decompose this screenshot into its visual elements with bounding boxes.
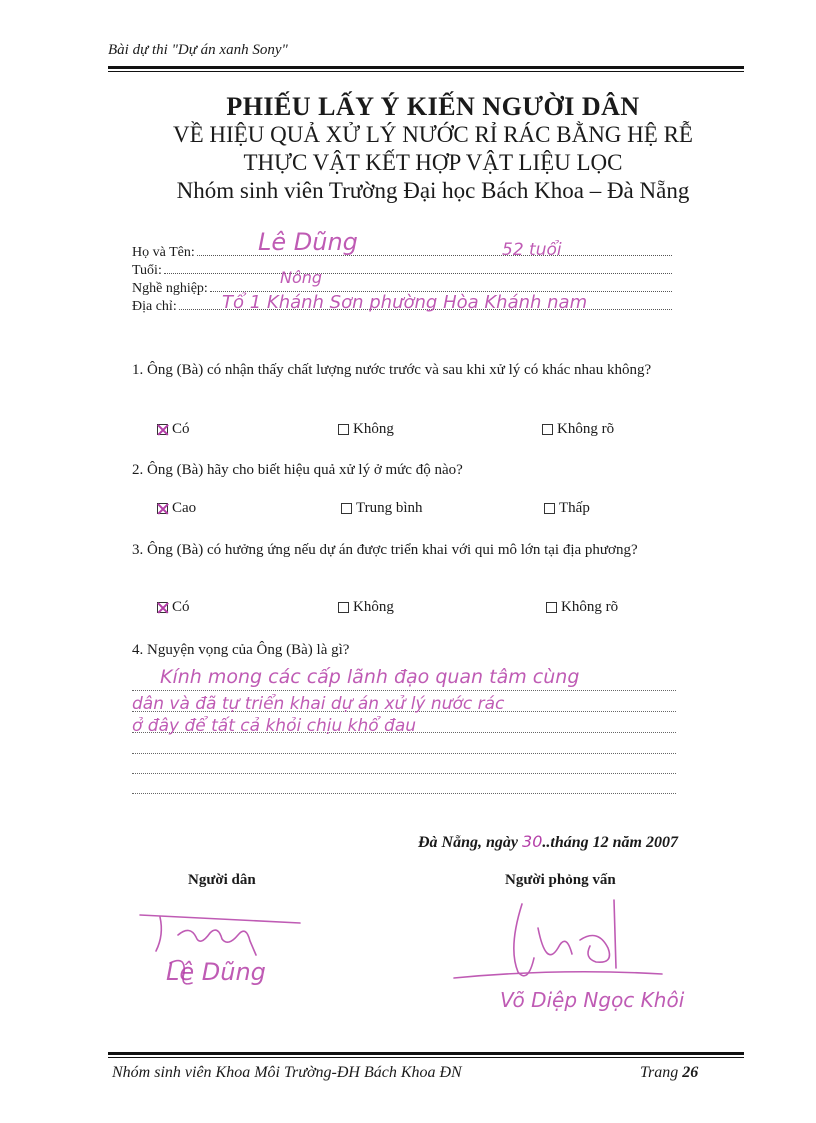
question-4: 4. Nguyện vọng của Ông (Bà) là gì? xyxy=(132,642,350,658)
address-label: Địa chỉ: xyxy=(132,299,177,314)
q1-option-1[interactable]: Có xyxy=(157,421,190,438)
q2-option-3[interactable]: Thấp xyxy=(544,500,590,517)
answer-line xyxy=(132,773,676,774)
question-1: 1. Ông (Bà) có nhận thấy chất lượng nước trước và sau khi xử lý có khác nhau không? xyxy=(132,362,652,378)
checkbox-icon[interactable] xyxy=(338,602,349,613)
name-label: Họ và Tên: xyxy=(132,245,195,260)
name-handwritten: Lê Dũng xyxy=(258,228,358,256)
q1-option-2[interactable]: Không xyxy=(338,421,394,438)
form-title: PHIẾU LẤY Ý KIẾN NGƯỜI DÂN xyxy=(226,92,640,121)
answer-handwritten-line-1: Kính mong các cấp lãnh đạo quan tâm cùng xyxy=(160,666,580,688)
date-day-handwritten: 30 xyxy=(522,832,543,851)
checkbox-checked-icon[interactable] xyxy=(157,602,168,613)
answer-handwritten-line-3: ở đây để tất cả khỏi chịu khổ đau xyxy=(132,716,417,736)
age-field xyxy=(132,262,672,279)
form-subtitle-1: VỀ HIỆU QUẢ XỬ LÝ NƯỚC RỈ RÁC BẰNG HỆ RỄ xyxy=(173,122,693,147)
age-label: Tuổi: xyxy=(132,263,162,278)
citizen-label: Người dân xyxy=(188,872,256,888)
form-subtitle-2: THỰC VẬT KẾT HỢP VẬT LIỆU LỌC xyxy=(243,150,623,175)
form-subtitle-3: Nhóm sinh viên Trường Đại học Bách Khoa – Đà Nẵng xyxy=(176,178,690,203)
page-number: Trang 26 xyxy=(640,1064,699,1081)
date-line: Đà Nẵng, ngày 30..tháng 12 năm 2007 xyxy=(418,832,678,851)
answer-line xyxy=(132,753,676,754)
checkbox-icon[interactable] xyxy=(338,424,349,435)
footer-rule-thin xyxy=(108,1057,744,1058)
interviewer-printed-name-handwritten: Võ Diệp Ngọc Khôi xyxy=(500,988,685,1012)
footer-text: Nhóm sinh viên Khoa Môi Trường-ĐH Bách Khoa ĐN xyxy=(112,1064,462,1081)
answer-handwritten-line-2: dân và đã tự triển khai dự án xử lý nước rác xyxy=(132,694,505,714)
citizen-printed-name-handwritten: Lê Dũng xyxy=(166,958,266,986)
footer-rule-thick xyxy=(108,1052,744,1055)
name-field xyxy=(132,244,672,261)
interviewer-label: Người phỏng vấn xyxy=(505,872,616,888)
citizen-signature-image xyxy=(130,895,310,1005)
address-handwritten: Tổ 1 Khánh Sơn phường Hòa Khánh nam xyxy=(222,292,588,313)
job-handwritten: Nông xyxy=(280,268,323,287)
age-handwritten: 52 tuổi xyxy=(502,240,562,260)
interviewer-signature-image xyxy=(448,888,668,998)
document-header: Bài dự thi "Dự án xanh Sony" xyxy=(108,42,288,58)
answer-line xyxy=(132,690,676,691)
header-rule-thin xyxy=(108,71,744,72)
checkbox-checked-icon[interactable] xyxy=(157,424,168,435)
q2-option-2[interactable]: Trung bình xyxy=(341,500,423,517)
q1-option-3[interactable]: Không rõ xyxy=(542,421,614,438)
checkbox-icon[interactable] xyxy=(341,503,352,514)
answer-line xyxy=(132,793,676,794)
checkbox-icon[interactable] xyxy=(544,503,555,514)
q3-option-1[interactable]: Có xyxy=(157,599,190,616)
q2-option-1[interactable]: Cao xyxy=(157,500,196,517)
question-2: 2. Ông (Bà) hãy cho biết hiệu quả xử lý ở mức độ nào? xyxy=(132,462,463,478)
checkbox-icon[interactable] xyxy=(546,602,557,613)
checkbox-icon[interactable] xyxy=(542,424,553,435)
header-rule-thick xyxy=(108,66,744,69)
q3-option-2[interactable]: Không xyxy=(338,599,394,616)
checkbox-checked-icon[interactable] xyxy=(157,503,168,514)
question-3: 3. Ông (Bà) có hưởng ứng nếu dự án được triển khai với qui mô lớn tại địa phương? xyxy=(132,542,638,558)
job-label: Nghề nghiệp: xyxy=(132,281,208,296)
q3-option-3[interactable]: Không rõ xyxy=(546,599,618,616)
